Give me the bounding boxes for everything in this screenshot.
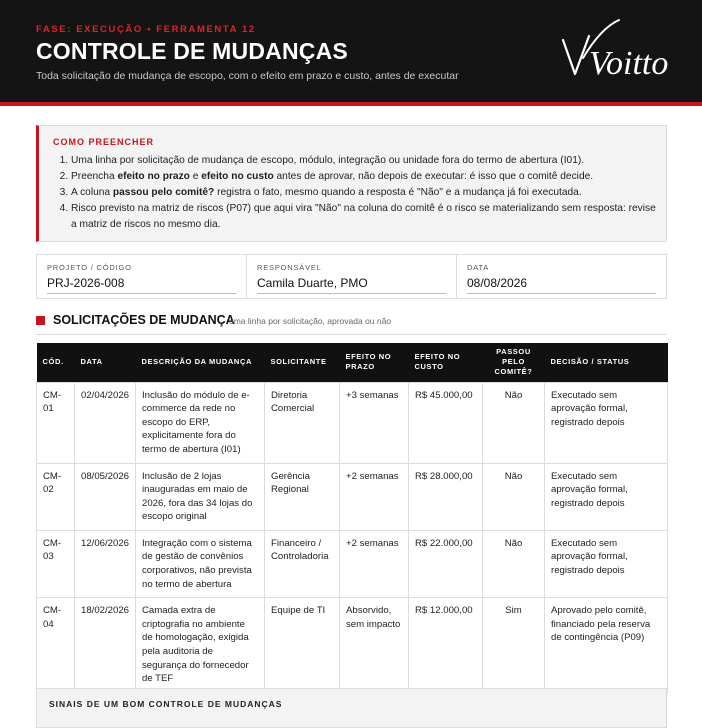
- header-accent-stripe: [0, 102, 702, 106]
- committee-cell[interactable]: Sim: [483, 598, 545, 693]
- section-marker: [36, 316, 45, 325]
- status-cell[interactable]: Aprovado pelo comitê, financiado pela reserva de contingência (P09): [545, 598, 668, 693]
- column-header: DATA: [80, 357, 103, 367]
- owner-field: [247, 255, 457, 298]
- field-label: PROJETO / CÓDIGO: [47, 263, 132, 272]
- table-row[interactable]: [37, 463, 668, 530]
- table-row[interactable]: [37, 382, 668, 463]
- committee-cell[interactable]: Não: [483, 530, 545, 597]
- schedule-effect-cell[interactable]: Absorvido, sem impacto: [340, 598, 409, 693]
- schedule-effect-cell[interactable]: +3 semanas: [340, 382, 409, 463]
- instruction-item: 4. Risco previsto na matriz de riscos (P07) que aqui vira "Não" na coluna do comitê é o risco se materializando sem resposta: revise a matriz de riscos no mesmo dia.: [71, 201, 657, 232]
- requester-cell[interactable]: Diretoria Comercial: [265, 382, 340, 463]
- description-cell[interactable]: Inclusão de 2 lojas inauguradas em maio de 2026, fora das 34 lojas do escopo original: [136, 463, 265, 530]
- table-header-row: [37, 343, 668, 382]
- requester-cell[interactable]: Financeiro / Controladoria: [265, 530, 340, 597]
- status-cell[interactable]: Executado sem aprovação formal, registrado depois: [545, 463, 668, 530]
- page-title: CONTROLE DE MUDANÇAS: [36, 38, 348, 64]
- status-cell[interactable]: Executado sem aprovação formal, registrado depois: [545, 530, 668, 597]
- date-cell[interactable]: 02/04/2026: [75, 382, 136, 463]
- committee-cell[interactable]: Não: [483, 382, 545, 463]
- schedule-effect-cell[interactable]: +2 semanas: [340, 530, 409, 597]
- description-cell[interactable]: Inclusão do módulo de e-commerce da rede no escopo do ERP, explicitamente fora do termo de abertura (I01): [136, 382, 265, 463]
- description-cell[interactable]: Integração com o sistema de gestão de convênios corporativos, não prevista no termo de abertura: [136, 530, 265, 597]
- section-header: [36, 313, 667, 335]
- requester-cell[interactable]: Gerência Regional: [265, 463, 340, 530]
- column-header: DESCRIÇÃO DA MUDANÇA: [141, 357, 252, 367]
- table-row[interactable]: [37, 598, 668, 693]
- committee-cell[interactable]: Não: [483, 463, 545, 530]
- instruction-item: 2. Preencha efeito no prazo e efeito no custo antes de aprovar, não depois de executar: é isso que o comitê decide.: [71, 169, 657, 185]
- good-practices-box: [36, 688, 667, 728]
- section-title: SOLICITAÇÕES DE MUDANÇA: [53, 313, 235, 327]
- project-code-field: [37, 255, 247, 298]
- description-cell[interactable]: Camada extra de criptografia no ambiente de homologação, exigida pela auditoria de segurança do fornecedor de TEF: [136, 598, 265, 693]
- date-cell[interactable]: 12/06/2026: [75, 530, 136, 597]
- code-cell[interactable]: CM-03: [37, 530, 75, 597]
- date-input[interactable]: 08/08/2026: [467, 276, 656, 294]
- page-header: [0, 0, 702, 102]
- column-header: SOLICITANTE: [270, 357, 327, 367]
- instruction-item: 3. A coluna passou pelo comitê? registra o fato, mesmo quando a resposta é "Não" e a mudança já foi executada.: [71, 185, 657, 201]
- date-field: [457, 255, 666, 298]
- cost-effect-cell[interactable]: R$ 28.000,00: [409, 463, 483, 530]
- requester-cell[interactable]: Equipe de TI: [265, 598, 340, 693]
- column-header: DECISÃO / STATUS: [550, 357, 630, 367]
- code-cell[interactable]: CM-02: [37, 463, 75, 530]
- column-header: PASSOU PELO COMITÊ?: [494, 347, 533, 377]
- instructions-box: [36, 125, 667, 242]
- column-header: CÓD.: [42, 357, 64, 367]
- field-label: DATA: [467, 263, 490, 272]
- instruction-item: 1. Uma linha por solicitação de mudança de escopo, módulo, integração ou unidade fora do termo de abertura (I01).: [71, 153, 657, 169]
- schedule-effect-cell[interactable]: +2 semanas: [340, 463, 409, 530]
- cost-effect-cell[interactable]: R$ 22.000,00: [409, 530, 483, 597]
- code-cell[interactable]: CM-04: [37, 598, 75, 693]
- code-cell[interactable]: CM-01: [37, 382, 75, 463]
- instructions-list: [57, 153, 657, 233]
- change-requests-table: [36, 343, 668, 693]
- phase-label: FASE: EXECUÇÃO • FERRAMENTA 12: [36, 24, 256, 35]
- date-cell[interactable]: 18/02/2026: [75, 598, 136, 693]
- owner-input[interactable]: Camila Duarte, PMO: [257, 276, 446, 294]
- cost-effect-cell[interactable]: R$ 12.000,00: [409, 598, 483, 693]
- svg-text:Voitto: Voitto: [589, 45, 669, 82]
- voitto-logo: [553, 18, 671, 82]
- table-row[interactable]: [37, 530, 668, 597]
- cost-effect-cell[interactable]: R$ 45.000,00: [409, 382, 483, 463]
- page-subtitle: Toda solicitação de mudança de escopo, com o efeito em prazo e custo, antes de executar: [36, 70, 459, 82]
- good-practices-title: SINAIS DE UM BOM CONTROLE DE MUDANÇAS: [49, 699, 283, 709]
- column-header: EFEITO NO CUSTO: [414, 352, 461, 372]
- date-cell[interactable]: 08/05/2026: [75, 463, 136, 530]
- project-code-input[interactable]: PRJ-2026-008: [47, 276, 236, 294]
- column-header: EFEITO NO PRAZO: [345, 352, 392, 372]
- project-fields: [36, 254, 667, 299]
- field-label: RESPONSÁVEL: [257, 263, 322, 272]
- status-cell[interactable]: Executado sem aprovação formal, registrado depois: [545, 382, 668, 463]
- section-note: uma linha por solicitação, aprovada ou não: [229, 316, 392, 326]
- instructions-title: COMO PREENCHER: [53, 137, 155, 147]
